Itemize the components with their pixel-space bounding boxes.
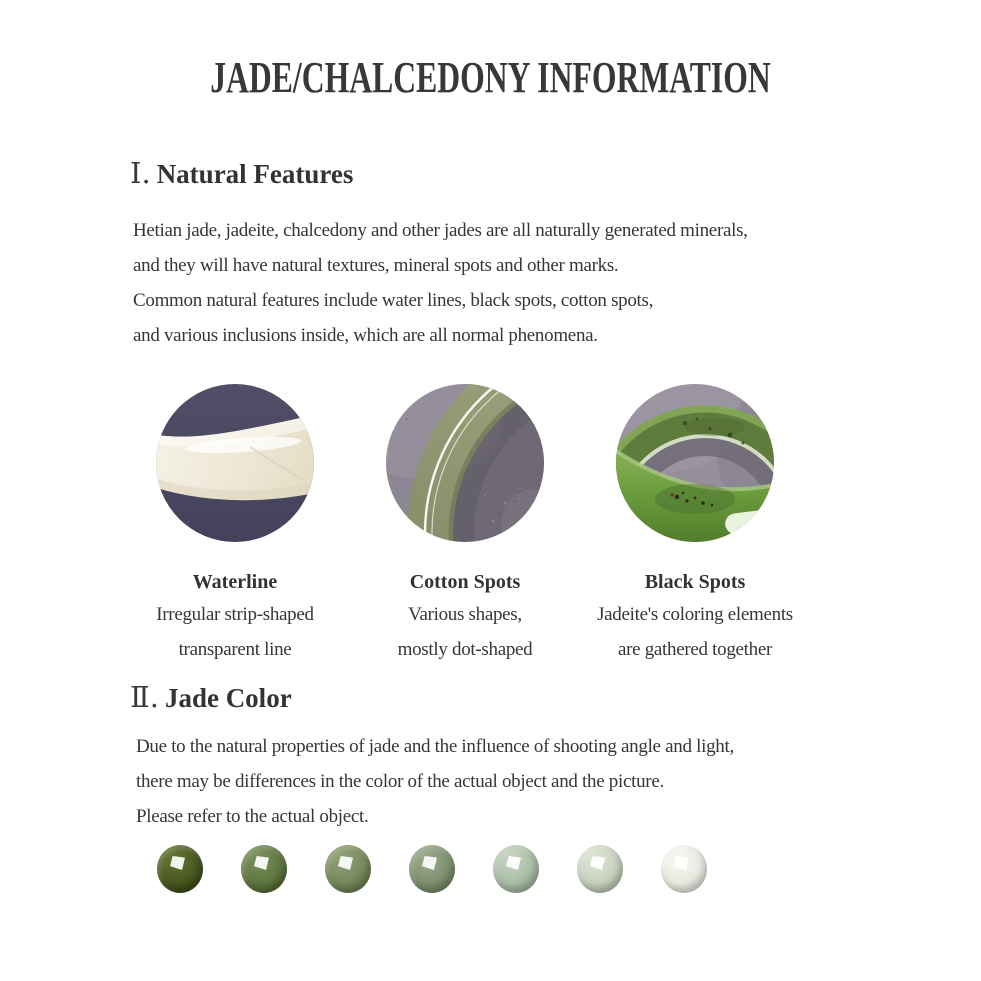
feature-name: Waterline [192, 571, 278, 593]
paragraph-line: Please refer to the actual object. [136, 806, 369, 827]
feature-card-cotton-spots [350, 383, 580, 667]
jade-bead [325, 845, 371, 893]
feature-desc-line: mostly dot-shaped [397, 639, 533, 660]
feature-caption [398, 567, 533, 667]
bead-highlight [590, 856, 605, 870]
section-title-jade-color: Jade Color [164, 683, 292, 713]
feature-name: Black Spots [644, 571, 746, 593]
page-title: JADE/CHALCEDONY INFORMATION [210, 53, 771, 102]
paragraph-line: and they will have natural textures, mineral spots and other marks. [133, 255, 619, 276]
feature-desc-line: Irregular strip-shaped [156, 604, 314, 625]
black-spots-photo [615, 383, 775, 543]
bead-row [157, 845, 707, 893]
feature-caption [597, 567, 793, 667]
cotton-spots-photo [385, 383, 545, 543]
paragraph-line: there may be differences in the color of the actual object and the picture. [136, 771, 664, 792]
bead-highlight [338, 856, 353, 870]
section-numeral-1: Ⅰ. [130, 156, 151, 190]
waterline-photo [155, 383, 315, 543]
section-heading-jade-color [130, 680, 292, 714]
paragraph-line: Common natural features include water lines, black spots, cotton spots, [133, 290, 654, 311]
feature-name: Cotton Spots [409, 571, 521, 593]
section-numeral-2: Ⅱ. [130, 680, 159, 714]
bead-highlight [506, 856, 521, 870]
feature-desc-line: are gathered together [617, 639, 773, 660]
paragraph-line: Due to the natural properties of jade and the influence of shooting angle and light, [136, 736, 734, 757]
natural-features-paragraph [133, 213, 748, 353]
jade-color-paragraph [136, 729, 734, 834]
bead-highlight [254, 856, 269, 870]
paragraph-line: and various inclusions inside, which are all normal phenomena. [133, 325, 598, 346]
feature-desc-line: Jadeite's coloring elements [597, 604, 793, 625]
jade-bead [241, 845, 287, 893]
bead-highlight [674, 856, 689, 870]
jade-bead [577, 845, 623, 893]
feature-desc-line: Various shapes, [408, 604, 522, 625]
feature-gallery [120, 383, 810, 667]
jade-bead [661, 845, 707, 893]
section-title-natural-features: Natural Features [156, 159, 354, 189]
bead-highlight [170, 856, 185, 870]
feature-card-waterline [120, 383, 350, 667]
jade-bead [409, 845, 455, 893]
feature-caption [156, 567, 313, 667]
bead-highlight [422, 856, 437, 870]
feature-desc-line: transparent line [178, 639, 292, 660]
paragraph-line: Hetian jade, jadeite, chalcedony and other jades are all naturally generated minerals, [133, 220, 748, 241]
section-heading-natural-features [130, 156, 353, 190]
jade-bead [157, 845, 203, 893]
feature-card-black-spots [580, 383, 810, 667]
jade-bead [493, 845, 539, 893]
